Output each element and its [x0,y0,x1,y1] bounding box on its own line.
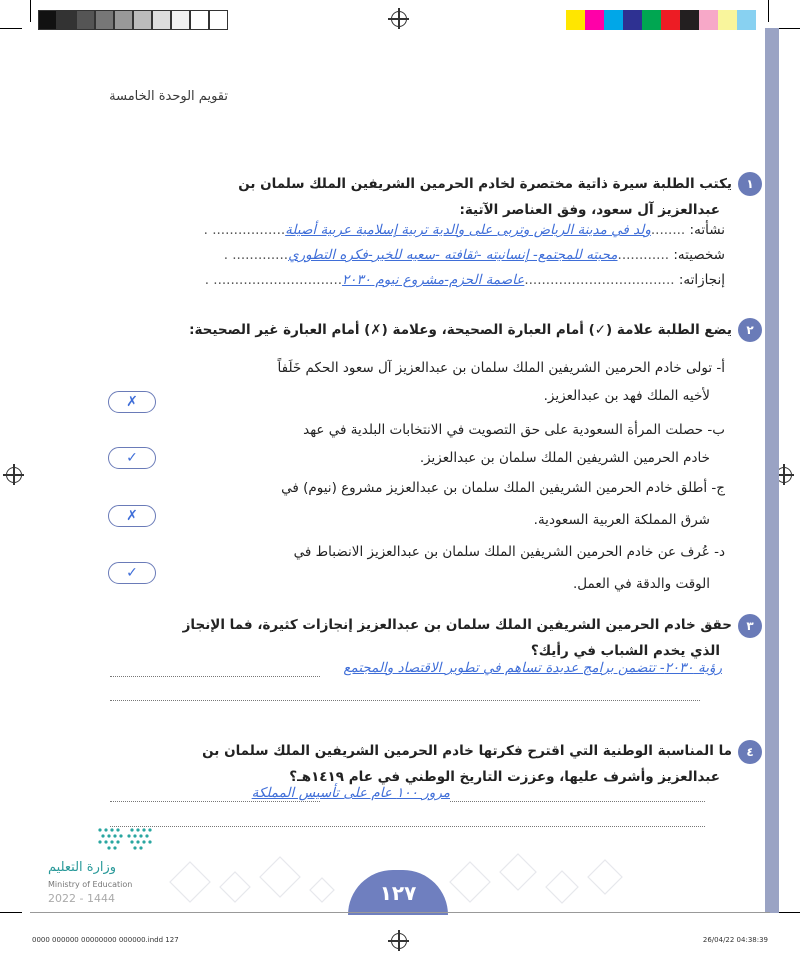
registration-mark-bottom [391,933,407,949]
registration-mark-left [6,467,22,483]
color-swatch [642,10,661,30]
gray-swatch [133,10,152,30]
ministry-name-arabic: وزارة التعليم [48,860,117,875]
question-3-line-1: حقق خادم الحرمين الشريفين الملك سلمان بن عبدالعزيز إنجازات كثيرة، فما الإنجاز [182,617,732,633]
q2-item-c-line-1: ج- أطلق خادم الحرمين الشريفين الملك سلمان بن عبدالعزيز مشروع (نيوم) في [281,480,725,496]
question-number-badge: ١ [738,172,762,196]
dots: ................................... [524,272,675,288]
question-4-line-1: ما المناسبة الوطنية التي اقترح فكرتها خادم الحرمين الشريفين الملك سلمان بن [202,743,732,759]
answer-line [450,801,705,802]
ministry-logo-icon [96,826,156,850]
color-swatch [737,10,756,30]
ministry-name-english: Ministry of Education [48,880,133,889]
unit-title: تقويم الوحدة الخامسة [109,89,228,104]
question-number-badge: ٢ [738,318,762,342]
q2-item-c-line-2: شرق المملكة العربية السعودية. [533,512,710,528]
field-label: إنجازاته: [678,272,725,288]
gray-swatch [152,10,171,30]
field-answer: محبته للمجتمع- إنسانيته -ثقافته -سعيه للخير-فكره التطوري [288,247,618,263]
question-1-line-2: عبدالعزيز آل سعود، وفق العناصر الآتية: [459,202,720,218]
question-4-line-2: عبدالعزيز وأشرف عليها، وعززت التاريخ الوطني في عام ١٤١٩هـ؟ [289,769,720,785]
dots: ........ [650,222,686,238]
color-swatch [566,10,585,30]
q1-field-upbringing [204,222,725,238]
answer-mark-box[interactable]: ✓ [108,562,156,584]
field-label: شخصيته: [673,247,725,263]
q2-item-a-line-2: لأخيه الملك فهد بن عبدالعزيز. [543,388,710,404]
color-swatch [604,10,623,30]
crop-mark [30,0,31,22]
q1-field-achievements [205,272,725,288]
gray-swatch [95,10,114,30]
crop-mark [778,28,800,29]
q2-item-d-line-1: د- عُرف عن خادم الحرمين الشريفين الملك سلمان بن عبدالعزيز الانضباط في [293,544,725,560]
answer-line [110,801,320,802]
gray-swatch [114,10,133,30]
registration-mark-top [391,11,407,27]
q2-item-d-line-2: الوقت والدقة في العمل. [573,576,710,592]
question-4-text [72,738,732,790]
gray-swatch [209,10,228,30]
color-swatch [718,10,737,30]
side-color-band [765,28,779,913]
answer-line [110,676,320,677]
q4-answer: مرور ١٠٠ عام على تأسيس المملكة [251,785,450,801]
dots: ............. . [223,247,289,263]
question-number-badge: ٤ [738,740,762,764]
dots: ............ [617,247,670,263]
question-3-text [72,612,732,664]
gray-swatch [76,10,95,30]
answer-mark-box[interactable]: ✗ [108,391,156,413]
color-swatch [699,10,718,30]
crop-mark [768,0,769,22]
field-answer: عاصمة الحزم-مشروع نيوم ٢٠٣٠ [342,272,525,288]
gray-swatch [57,10,76,30]
dots: .............................. . [204,272,343,288]
gray-swatch [38,10,57,30]
question-3-line-2: الذي يخدم الشباب في رأيك؟ [530,643,720,659]
gray-swatch [171,10,190,30]
edition-year: 2022 - 1444 [48,892,115,905]
answer-line [110,700,700,701]
crop-mark [0,28,22,29]
print-slug-left: 0000 000000 00000000 000000.indd 127 [32,936,179,944]
crop-mark [0,912,22,913]
field-label: نشأته: [689,222,725,238]
q1-field-personality [224,247,725,263]
q2-item-b-line-1: ب- حصلت المرأة السعودية على حق التصويت في الانتخابات البلدية في عهد [303,422,725,438]
color-swatch [680,10,699,30]
q2-item-b-line-2: خادم الحرمين الشريفين الملك سلمان بن عبدالعزيز. [419,450,710,466]
color-swatch [585,10,604,30]
answer-mark-box[interactable]: ✓ [108,447,156,469]
q2-item-a-line-1: أ- تولى خادم الحرمين الشريفين الملك سلمان بن عبدالعزيز آل سعود الحكم خَلَفاً [277,360,725,376]
color-swatch [623,10,642,30]
crop-mark [778,912,800,913]
footer-rule [30,912,770,913]
answer-mark-box[interactable]: ✗ [108,505,156,527]
page-number: ١٢٧ [348,870,448,915]
question-1-text [92,171,732,223]
answer-line [110,826,705,827]
question-number-badge: ٣ [738,614,762,638]
q3-answer: رؤية ٢٠٣٠- تتضمن برامج عديدة تساهم في تطوير الاقتصاد والمجتمع [343,660,722,676]
color-swatch [661,10,680,30]
question-2-text: يضع الطلبة علامة (✓) أمام العبارة الصحيحة، وعلامة (✗) أمام العبارة غير الصحيحة: [189,322,732,338]
field-answer: ولد في مدينة الرياض وتربى على والدية تربية إسلامية عربية أصيلة [285,222,651,238]
dots: ................. . [203,222,286,238]
gray-swatch [190,10,209,30]
print-slug-right: 26/04/22 04:38:39 [702,936,768,944]
question-1-line-1: يكتب الطلبة سيرة ذاتية مختصرة لخادم الحرمين الشريفين الملك سلمان بن [238,176,732,192]
